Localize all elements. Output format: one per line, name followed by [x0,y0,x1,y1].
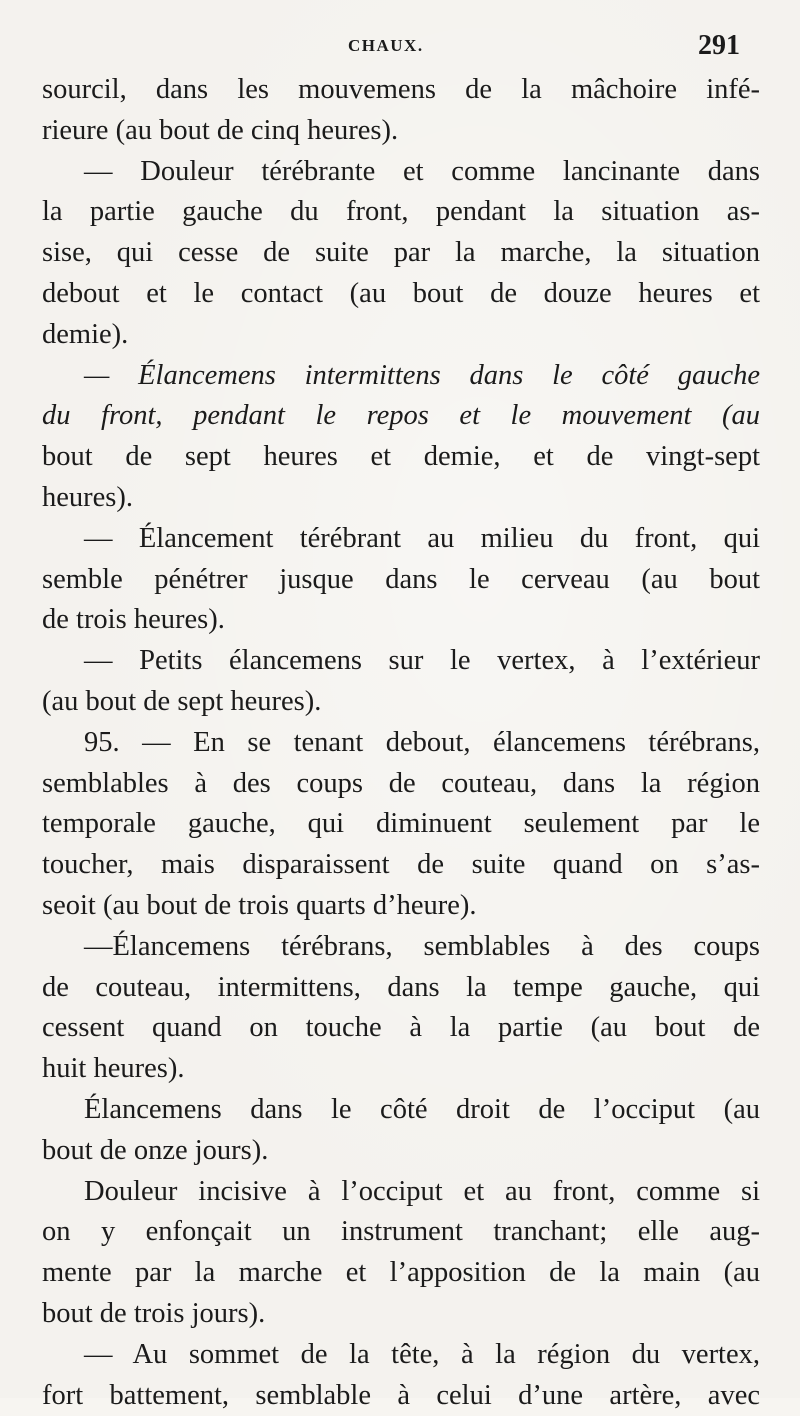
text-line: — Petits élancemens sur le vertex, à l’extérieur [42,641,760,682]
text-line: —Élancemens térébrans, semblables à des coups [42,927,760,968]
text-line: fort battement, semblable à celui d’une artère, avec [42,1376,760,1416]
text-line: semblables à des coups de couteau, dans la région [42,764,760,805]
text-line: (au bout de sept heures). [42,682,760,723]
text-line: 95. — En se tenant debout, élancemens térébrans, [42,723,760,764]
text-line: bout de onze jours). [42,1131,760,1172]
text-line: toucher, mais disparaissent de suite quand on s’as- [42,845,760,886]
text-line: sourcil, dans les mouvemens de la mâchoire infé- [42,70,760,111]
text-line: huit heures). [42,1049,760,1090]
text-line: — Élancement térébrant au milieu du front, qui [42,519,760,560]
text-line: rieure (au bout de cinq heures). [42,111,760,152]
text-line: du front, pendant le repos et le mouvement (au [42,396,760,437]
text-line: seoit (au bout de trois quarts d’heure). [42,886,760,927]
text-line: la partie gauche du front, pendant la situation as- [42,192,760,233]
text-line: sise, qui cesse de suite par la marche, la situation [42,233,760,274]
running-head: CHAUX. [348,36,424,56]
text-line: bout de trois jours). [42,1294,760,1335]
text-line: de couteau, intermittens, dans la tempe gauche, qui [42,968,760,1009]
text-line: Élancemens dans le côté droit de l’occiput (au [42,1090,760,1131]
page-number: 291 [698,30,740,62]
text-line: — Élancemens intermittens dans le côté gauche [42,356,760,397]
page-header [48,30,740,66]
text-line: heures). [42,478,760,519]
text-line: debout et le contact (au bout de douze heures et [42,274,760,315]
text-line: on y enfonçait un instrument tranchant; elle aug- [42,1212,760,1253]
text-line: temporale gauche, qui diminuent seulement par le [42,804,760,845]
text-line: — Douleur térébrante et comme lancinante dans [42,152,760,193]
text-line: Douleur incisive à l’occiput et au front, comme si [42,1172,760,1213]
text-line: cessent quand on touche à la partie (au bout de [42,1008,760,1049]
text-line: semble pénétrer jusque dans le cerveau (au bout [42,560,760,601]
body-text [42,70,760,1416]
text-line: mente par la marche et l’apposition de la main (au [42,1253,760,1294]
text-line: — Au sommet de la tête, à la région du vertex, [42,1335,760,1376]
text-line: demie). [42,315,760,356]
text-line: bout de sept heures et demie, et de vingt-sept [42,437,760,478]
text-line: de trois heures). [42,600,760,641]
